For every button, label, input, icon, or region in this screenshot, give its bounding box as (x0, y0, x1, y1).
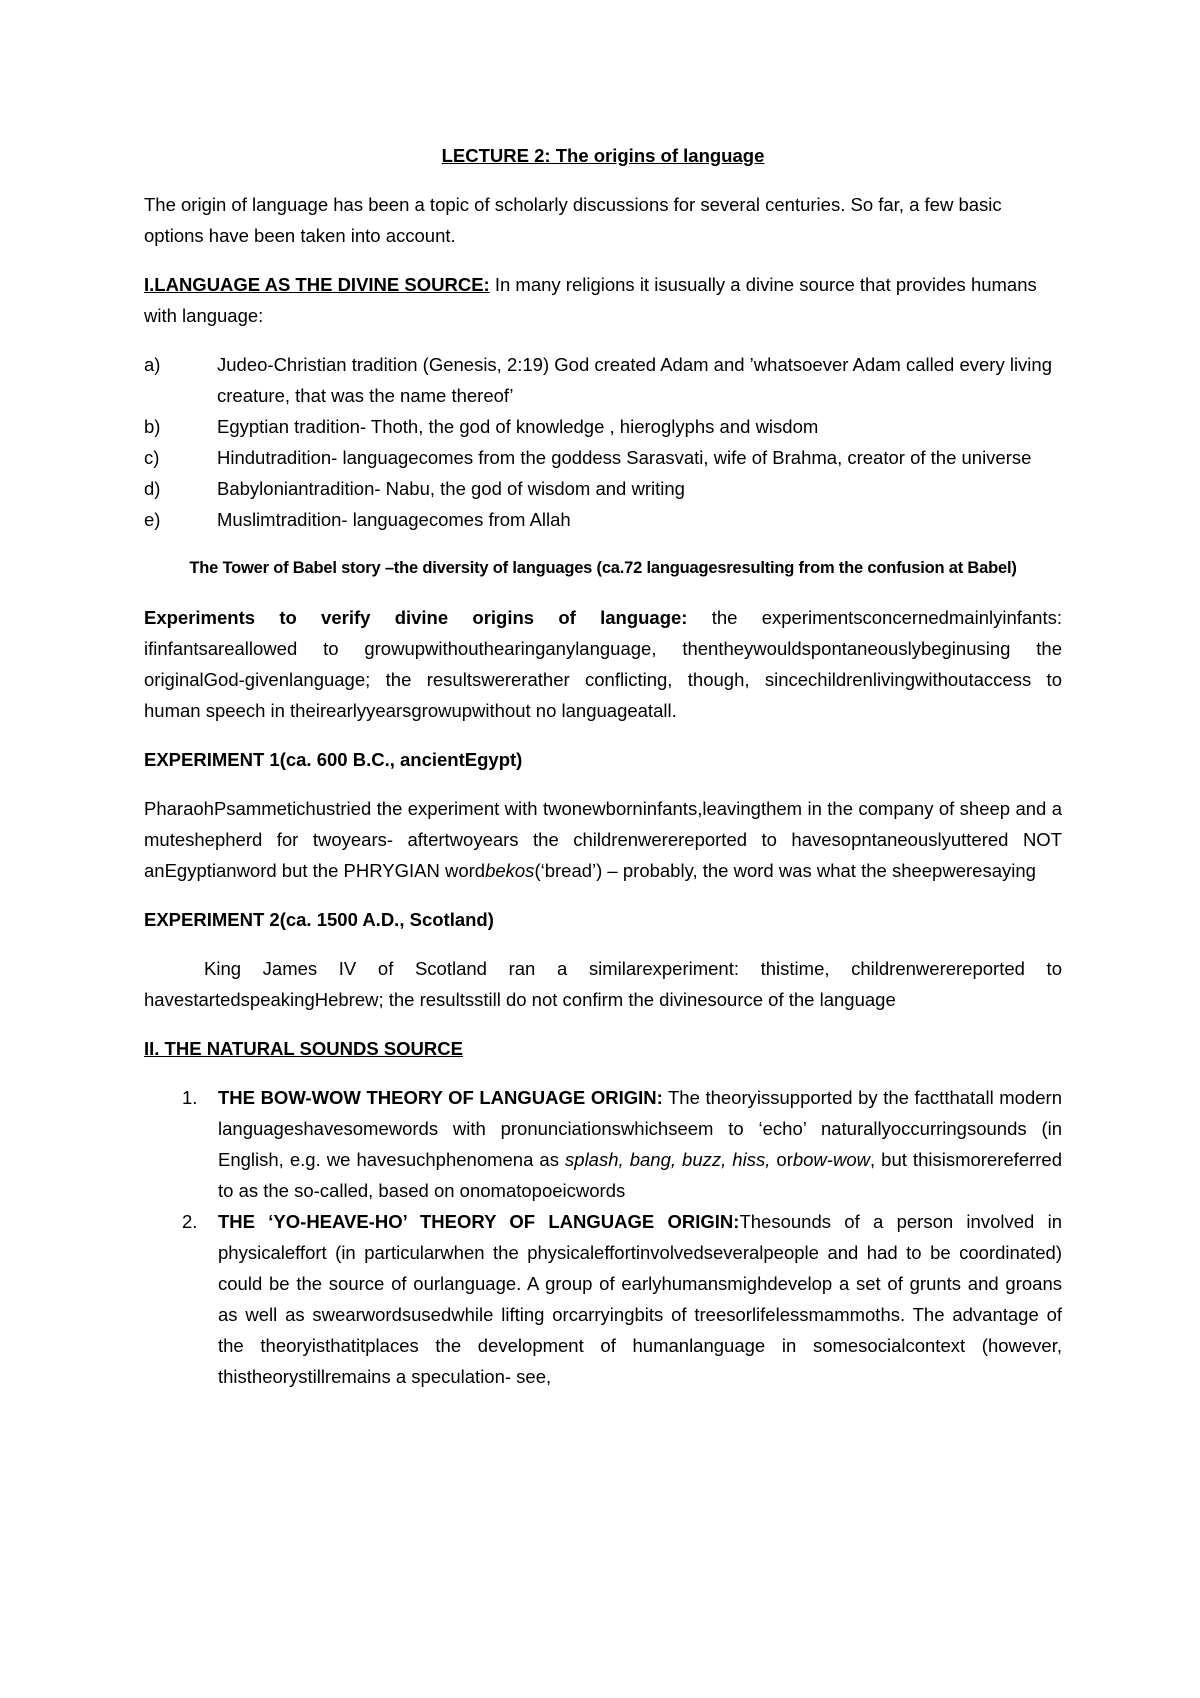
list-item (144, 473, 1062, 504)
divine-source-paragraph (144, 269, 1062, 331)
list-item-text: Egyptian tradition- Thoth, the god of knowledge , hieroglyphs and wisdom (217, 416, 819, 437)
list-item-text: Judeo-Christian tradition (Genesis, 2:19) God created Adam and ’whatsoever Adam called every living creature, that was the name thereof’ (217, 354, 1052, 406)
experiments-heading: Experiments to verify divine origins of language: (144, 607, 688, 628)
theory-italic-example: bow-wow (792, 1149, 870, 1170)
experiment-2-heading: EXPERIMENT 2(ca. 1500 A.D., Scotland) (144, 909, 494, 930)
experiment-1-paragraph (144, 793, 1062, 886)
traditions-list (144, 349, 1062, 535)
list-item (144, 411, 1062, 442)
list-number: 1. (182, 1087, 198, 1108)
list-item-text: Babyloniantradition- Nabu, the god of wisdom and writing (217, 478, 685, 499)
list-item (144, 504, 1062, 535)
intro-paragraph: The origin of language has been a topic of scholarly discussions for several centuries. So far, a few basic options have been taken into account. (144, 194, 1002, 246)
theories-list (144, 1082, 1062, 1392)
list-number: 2. (182, 1211, 198, 1232)
theory-text-mid: or (770, 1149, 793, 1170)
experiment-2-paragraph: King James IV of Scotland ran a similarexperiment: thistime, childrenwerereported to havestartedspeakingHebrew; the resultsstill do not confirm the divinesource of the language (144, 958, 1062, 1010)
list-item-text: Muslimtradition- languagecomes from Allah (217, 509, 571, 530)
list-item-text: Hindutradition- languagecomes from the goddess Sarasvati, wife of Brahma, creator of the universe (217, 447, 1032, 468)
document-body (144, 140, 1062, 1392)
experiments-paragraph (144, 602, 1062, 726)
experiment-1-text: PharaohPsammetichustried the experiment with twonewborninfants,leavingthem in the company of sheep and a muteshepherd for twoyears- aftertwoyears the childrenwerereported to havesopntaneouslyuttered NOT anEgyptianword but the PHRYGIAN word (144, 798, 1062, 881)
experiment-1-italic-word: bekos (485, 860, 535, 881)
divine-source-text: In many religions it isusually a divine source that provides humans with language: (144, 274, 1037, 326)
theory-italic-examples: splash, bang, buzz, hiss, (565, 1149, 771, 1170)
theory-heading: THE BOW-WOW THEORY OF LANGUAGE ORIGIN: (218, 1087, 663, 1108)
divine-source-heading: I.LANGUAGE AS THE DIVINE SOURCE: (144, 274, 490, 295)
list-item (144, 442, 1062, 473)
experiments-text: the experimentsconcernedmainlyinfants: ifinfantsareallowed to growupwithouthearinganylanguage, thentheywouldspontaneouslybeginusing the originalGod-givenlanguage; the resultswererather conflicting, though, sincechildrenlivingwithoutaccess to human speech in theirearlyyearsgrowupwithout no languageatall. (144, 607, 1062, 721)
page-title: LECTURE 2: The origins of language (441, 145, 765, 166)
natural-sounds-heading: II. THE NATURAL SOUNDS SOURCE (144, 1038, 463, 1059)
list-marker: c) (144, 447, 160, 468)
list-marker: a) (144, 354, 161, 375)
list-marker: d) (144, 478, 161, 499)
list-marker: e) (144, 509, 161, 530)
theory-heading: THE ‘YO-HEAVE-HO’ THEORY OF LANGUAGE ORIGIN: (218, 1211, 740, 1232)
list-marker: b) (144, 416, 161, 437)
list-item (144, 1206, 1062, 1392)
babel-heading: The Tower of Babel story –the diversity of languages (ca.72 languagesresulting from the confusion at Babel) (189, 559, 1017, 577)
theory-text: Thesounds of a person involved in physicaleffort (in particularwhen the physicaleffortinvolvedseveralpeople and had to be coordinated) could be the source of ourlanguage. A group of earlyhumansmighdevelop a set of grunts and groans as well as swearwordsusedwhile lifting orcarryingbits of treesorlifelessmammoths. The advantage of the theoryisthatitplaces the development of humanlanguage in somesocialcontext (however, thistheorystillremains a speculation- see, (218, 1211, 1063, 1387)
theory-text-end: , but thisismorereferred to as the so-called, based on onomatopoeicwords (218, 1149, 1062, 1201)
experiment-1-heading: EXPERIMENT 1(ca. 600 B.C., ancientEgypt) (144, 749, 523, 770)
list-item (144, 349, 1062, 411)
theory-text: The theoryissupported by the factthatall modern languageshavesomewords with pronunciationswhichseem to ‘echo’ naturallyoccurringsounds (in English, e.g. we havesuchphenomena as (218, 1087, 1062, 1170)
list-item (144, 1082, 1062, 1206)
experiment-1-text-end: (‘bread’) – probably, the word was what the sheepweresaying (534, 860, 1036, 881)
